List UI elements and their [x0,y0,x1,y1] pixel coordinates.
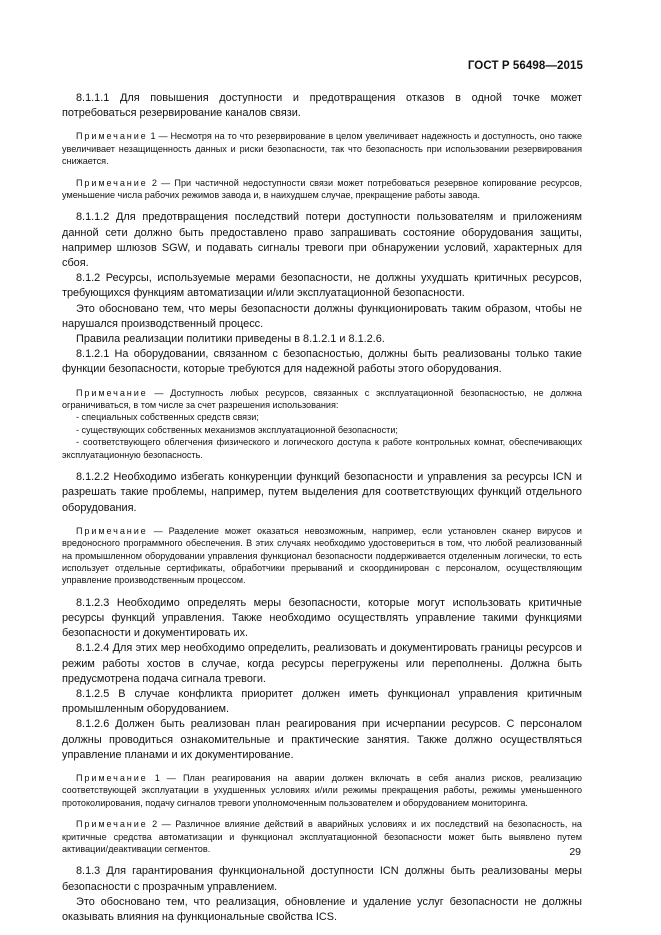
page-number: 29 [569,846,581,858]
clause-8-1-1-1: 8.1.1.1 Для повышения доступности и предотвращения отказов в одной точке может потребоваться резервирование каналов связи. [62,92,582,120]
list-item: - специальных собственных средств связи; [76,412,259,423]
clause-8-1-2-rules: Правила реализации политики приведены в 8.1.2.1 и 8.1.2.6. [76,333,385,346]
note-1 [62,130,582,167]
clause-8-1-2-4: 8.1.2.4 Для этих мер необходимо определить, реализовать и документировать границы ресурсов и режим работы хостов в случае, когда ресурсы перегружены или переполнены. Должна быть предусмотрена подача сигнала тревоги. [62,642,582,685]
clause-8-1-1-2: 8.1.1.2 Для предотвращения последствий потери доступности пользователям и приложениям данной сети должно быть предоставлено право запрашивать состояние оборудования защиты, например шлюзов SGW, и подавать сигналы тревоги при обнаружении условий, характерных для сбоя. [62,211,582,270]
note-5 [62,772,582,809]
note-label: Примечание [76,525,148,536]
list-item: - существующих собственных механизмов эксплуатационной безопасности; [76,424,398,435]
clause-8-1-2-3: 8.1.2.3 Необходимо определять меры безопасности, которые могут использовать критичные ресурсы функций управления. Также необходимо осуществлять управление такими функциями безопасности и документировать их. [62,596,582,640]
note-text: 1 — План реагирования на аварии должен включать в себя анализ рисков, реализацию соответствующей эксплуатации в ухудшенных условиях и/или режимы прекращения работы, режимы уменьшенного протоколирования, подачу сигналов тревоги уполномоченным пользователем и оборудованием мониторинга. [62,772,582,808]
note-3 [62,387,582,412]
standard-header: ГОСТ Р 56498—2015 [467,60,583,72]
note-label: Примечание [76,772,148,783]
note-text: — Разделение может оказаться невозможным, например, если установлен сканер вирусов и вредоносного программного обеспечения. В этих случаях необходимо удостовериться в том, что любой реализованный на промышленном оборудовании управления функционал безопасности поддерживается отделенным логически, то есть использует отдельные сертификаты, обработчики прерываний и скоординирован с персоналом, осуществляющим управление производственным процессом. [62,525,582,586]
note-2 [62,177,582,202]
clause-8-1-2-5: 8.1.2.5 В случае конфликта приоритет должен иметь функционал управления критичным промышленным оборудованием. [62,687,582,716]
clause-8-1-2: 8.1.2 Ресурсы, используемые мерами безопасности, не должны ухудшать критичных ресурсов, требующихся функциям автоматизации и/или эксплуатационной безопасности. [62,272,582,300]
clause-8-1-2-6: 8.1.2.6 Должен быть реализован план реагирования при исчерпании ресурсов. С персоналом должны проводиться ознакомительные и практические занятия. Также должно осуществляться управление планами и их документирование. [62,718,582,761]
note-label: Примечание [76,819,148,830]
note-text: 2 — Различное влияние действий в аварийных условиях и их последствий на безопасность, на критичные средства автоматизации и функционал эксплуатационной безопасности может быть выявлено путем активации/деактивации сегментов. [62,819,582,855]
clause-8-1-3: 8.1.3 Для гарантирования функциональной доступности ICN должны быть реализованы меры безопасности с прозрачным управлением. [62,865,582,893]
note-text: 1 — Несмотря на то что резервирование в целом увеличивает надежность и доступность, оно также увеличивает незащищенность данных и риски безопасности, так что безопасность при использовании резервирования снижается. [62,131,582,167]
clause-8-1-2-2: 8.1.2.2 Необходимо избегать конкуренции функций безопасности и управления за ресурсы ICN и разрешать такие проблемы, например, путем выделения для соответствующих функций отдельного оборудования. [62,471,582,514]
note-label: Примечание [76,387,148,398]
document-body [62,91,582,925]
note-4 [62,525,582,587]
note-label: Примечание [76,131,148,142]
note-label: Примечание [76,177,148,188]
clause-8-1-2-rationale: Это обосновано тем, что меры безопасности должны функционировать таким образом, чтобы не нарушался производственный процесс. [62,302,582,330]
note-text: 2 — При частичной недоступности связи может потребоваться резервное копирование ресурсов, уменьшение числа рабочих режимов завода и, в наихудшем случае, прекращение работы завода. [62,177,582,201]
note-3-list [62,411,582,461]
note-text: — Доступность любых ресурсов, связанных с эксплуатационной безопасностью, не должна ограничиваться, в том числе за счет разрешения использования: [62,387,582,411]
list-item: - соответствующего облегчения физического и логического доступа к работе контрольных комнат, обеспечивающих эксплуатационную безопасность. [62,437,582,460]
note-6 [62,818,582,855]
clause-8-1-3-rationale: Это обосновано тем, что реализация, обновление и удаление услуг безопасности не должны оказывать влияния на функциональные свойства ICS. [62,895,582,924]
clause-8-1-2-1: 8.1.2.1 На оборудовании, связанном с безопасностью, должны быть реализованы только такие функции безопасности, которые требуются для надежной работы этого оборудования. [62,348,582,376]
